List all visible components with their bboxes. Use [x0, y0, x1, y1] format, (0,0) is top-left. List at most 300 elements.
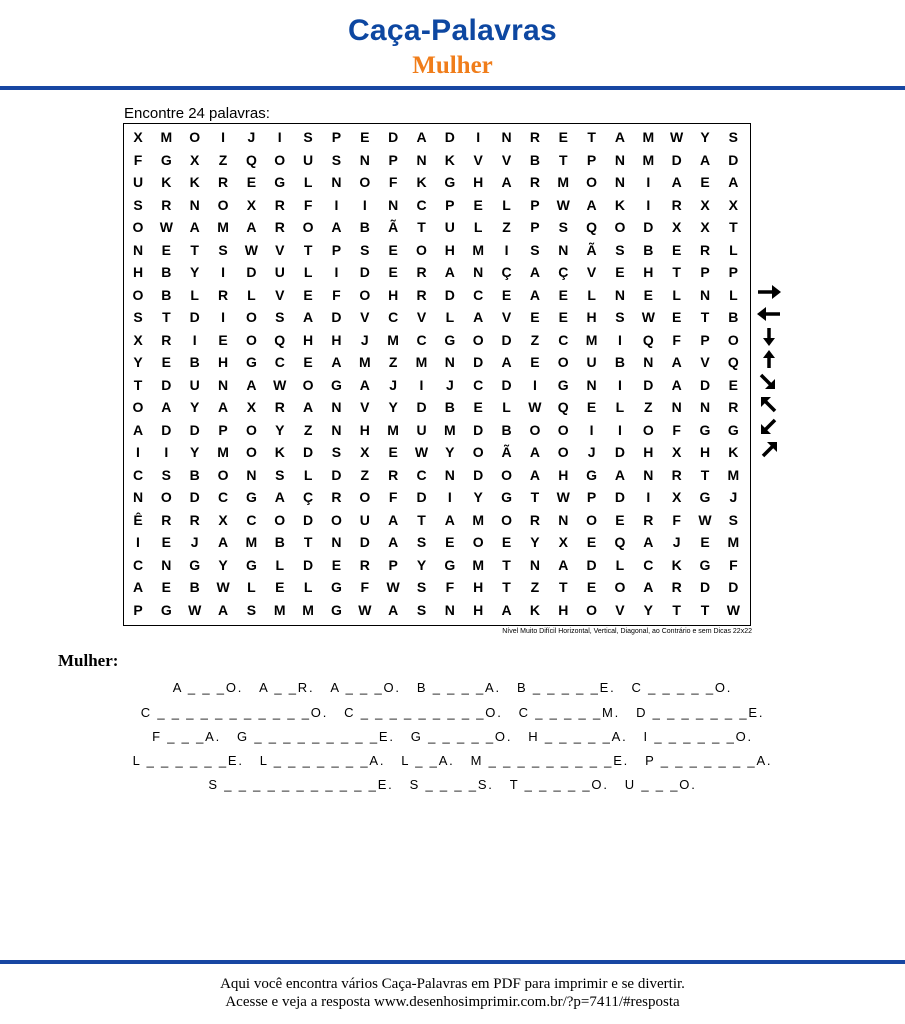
grid-letter: N — [161, 556, 172, 573]
grid-letter: D — [728, 579, 739, 595]
grid-letter: S — [246, 601, 257, 618]
grid-letter: S — [728, 129, 739, 145]
grid-letter: E — [161, 241, 172, 258]
grid-letter: H — [473, 174, 484, 190]
grid-letter: P — [133, 601, 143, 618]
grid-letter: I — [136, 534, 140, 550]
grid-letter: A — [217, 399, 229, 415]
grid-letter: J — [360, 331, 369, 348]
grid-letter: S — [218, 241, 228, 258]
grid-letter: Y — [473, 489, 483, 505]
grid-letter: T — [700, 466, 710, 483]
grid-letter: I — [221, 309, 225, 325]
grid-letter: A — [444, 264, 455, 280]
grid-letter: J — [672, 534, 681, 550]
word-hint: S _ _ _ _ _ _ _ _ _ _ _E. — [208, 777, 394, 792]
grid-letter: L — [502, 399, 511, 415]
grid-letter: M — [472, 556, 485, 573]
grid-letter: G — [330, 601, 342, 618]
grid-letter: D — [501, 376, 512, 393]
word-hint: C _ _ _ _ _ _ _ _ _ _ _O. — [140, 705, 329, 720]
grid-letter: C — [274, 354, 285, 370]
grid-letter: H — [473, 579, 484, 595]
grid-letter: W — [556, 196, 570, 213]
grid-letter: I — [646, 174, 651, 190]
grid-letter: Q — [727, 354, 739, 370]
grid-letter: M — [302, 601, 314, 618]
grid-letter: C — [643, 556, 654, 573]
grid-letter: M — [245, 534, 258, 550]
grid-row — [124, 261, 750, 284]
grid-letter: O — [727, 331, 739, 348]
grid-letter: E — [615, 264, 625, 280]
grid-letter: V — [700, 354, 710, 370]
grid-letter: D — [699, 579, 711, 595]
grid-letter: N — [643, 466, 654, 483]
word-hint-line — [0, 680, 905, 695]
grid-letter: K — [444, 151, 455, 168]
grid-letter: M — [642, 129, 655, 145]
grid-letter: D — [473, 421, 484, 438]
grid-letter: B — [189, 354, 200, 370]
grid-letter: S — [161, 466, 172, 483]
grid-letter: Z — [360, 466, 370, 483]
grid-letter: K — [274, 444, 285, 460]
grid-row — [124, 554, 750, 577]
grid-letter: A — [132, 421, 144, 438]
grid-letter: N — [217, 376, 229, 393]
grid-letter: D — [671, 151, 682, 168]
grid-letter: O — [217, 196, 229, 213]
grid-letter: U — [586, 354, 597, 370]
grid-letter: U — [274, 264, 285, 280]
grid-letter: Z — [530, 331, 540, 348]
grid-letter: A — [303, 399, 314, 415]
footer-line-2: Acesse e veja a resposta www.desenhosimprimir.com.br/?p=7411/#resposta — [225, 994, 680, 1010]
grid-letter: A — [529, 286, 540, 303]
grid-letter: V — [501, 309, 512, 325]
grid-letter: O — [132, 286, 144, 303]
grid-letter: S — [303, 129, 313, 145]
grid-letter: W — [244, 241, 258, 258]
grid-letter: P — [331, 129, 342, 145]
grid-letter: I — [221, 129, 225, 145]
grid-letter: G — [699, 489, 711, 505]
grid-letter: L — [303, 174, 313, 190]
grid-letter: I — [334, 264, 339, 280]
grid-letter: L — [672, 286, 681, 303]
grid-letter: F — [133, 151, 143, 168]
grid-letter: S — [133, 309, 143, 325]
grid-letter: O — [557, 444, 569, 460]
grid-letter: A — [444, 511, 455, 528]
grid-letter: N — [586, 376, 597, 393]
grid-letter: C — [416, 466, 427, 483]
grid-letter: F — [388, 489, 398, 505]
grid-letter: O — [501, 511, 512, 528]
grid-letter: A — [217, 534, 229, 550]
grid-letter: D — [303, 444, 314, 460]
grid-letter: J — [729, 489, 738, 505]
grid-letter: A — [671, 174, 682, 190]
grid-letter: N — [501, 129, 512, 145]
grid-letter: H — [699, 444, 711, 460]
grid-letter: G — [501, 489, 512, 505]
grid-letter: I — [532, 376, 537, 393]
grid-letter: O — [359, 174, 371, 190]
grid-letter: W — [159, 219, 173, 235]
grid-letter: N — [444, 354, 455, 370]
grid-letter: B — [161, 286, 172, 303]
grid-letter: E — [246, 174, 257, 190]
grid-letter: B — [189, 579, 200, 595]
grid-letter: N — [331, 534, 342, 550]
grid-letter: T — [162, 309, 171, 325]
grid-letter: C — [132, 466, 144, 483]
grid-letter: P — [586, 489, 597, 505]
grid-letter: A — [501, 601, 512, 618]
grid-letter: R — [529, 129, 540, 145]
grid-letter: D — [303, 511, 314, 528]
grid-letter: G — [330, 579, 342, 595]
grid-letter: A — [529, 444, 540, 460]
word-hint: A _ _R. — [259, 680, 315, 695]
grid-letter: L — [303, 466, 313, 483]
grid-letter: D — [189, 489, 200, 505]
grid-letter: N — [444, 601, 455, 618]
grid-letter: F — [388, 174, 398, 190]
grid-letter: I — [646, 196, 651, 213]
grid-letter: Ã — [586, 241, 597, 258]
grid-letter: O — [614, 219, 626, 235]
grid-letter: F — [445, 579, 455, 595]
grid-letter: R — [161, 511, 172, 528]
grid-letter: T — [672, 601, 681, 618]
grid-letter: M — [217, 219, 229, 235]
grid-letter: G — [189, 556, 201, 573]
word-hint: L _ _A. — [401, 753, 455, 768]
grid-letter: N — [614, 151, 625, 168]
arrow-down-right-icon — [756, 372, 782, 392]
grid-letter: S — [331, 444, 342, 460]
grid-letter: S — [615, 241, 625, 258]
grid-letter: A — [728, 174, 739, 190]
grid-letter: P — [530, 196, 540, 213]
grid-letter: D — [728, 151, 739, 168]
grid-letter: E — [445, 534, 455, 550]
grid-letter: O — [557, 421, 569, 438]
word-hint: D _ _ _ _ _ _ _E. — [636, 705, 765, 720]
grid-letter: R — [161, 331, 172, 348]
grid-letter: K — [728, 444, 739, 460]
grid-letter: A — [388, 534, 399, 550]
grid-letter: L — [190, 286, 199, 303]
grid-letter: W — [556, 489, 570, 505]
grid-letter: X — [246, 196, 257, 213]
grid-letter: G — [274, 174, 286, 190]
grid-letter: E — [558, 309, 568, 325]
grid-letter: X — [558, 534, 568, 550]
grid-letter: V — [360, 399, 370, 415]
grid-letter: K — [614, 196, 625, 213]
grid-letter: O — [359, 286, 371, 303]
grid-letter: C — [388, 309, 399, 325]
grid-letter: W — [216, 579, 230, 595]
grid-letter: R — [671, 466, 682, 483]
grid-letter: O — [217, 466, 229, 483]
grid-letter: N — [331, 399, 342, 415]
grid-letter: A — [643, 579, 654, 595]
grid-letter: C — [246, 511, 257, 528]
grid-letter: A — [246, 219, 257, 235]
grid-letter: I — [419, 376, 424, 393]
grid-letter: O — [302, 376, 314, 393]
difficulty-note: Nível Muito Difícil Horizontal, Vertical, Diagonal, ao Contrário e sem Dicas 22x22 — [502, 628, 752, 635]
word-hint: T _ _ _ _ _O. — [509, 777, 609, 792]
grid-letter: O — [642, 421, 654, 438]
grid-letter: R — [331, 489, 342, 505]
grid-letter: I — [221, 264, 225, 280]
grid-letter: C — [473, 286, 484, 303]
word-hint: S _ _ _ _S. — [409, 777, 494, 792]
grid-letter: A — [161, 399, 172, 415]
grid-letter: T — [530, 489, 540, 505]
grid-letter: D — [473, 466, 484, 483]
grid-letter: N — [614, 174, 625, 190]
grid-letter: I — [136, 444, 140, 460]
grid-letter: A — [529, 264, 540, 280]
grid-letter: L — [303, 264, 313, 280]
grid-letter: E — [700, 534, 710, 550]
grid-letter: N — [189, 196, 200, 213]
grid-letter: A — [388, 511, 399, 528]
grid-letter: L — [303, 579, 313, 595]
grid-letter: R — [274, 196, 285, 213]
grid-letter: M — [444, 421, 456, 438]
grid-letter: D — [359, 534, 370, 550]
grid-letter: D — [416, 399, 427, 415]
grid-letter: T — [502, 579, 511, 595]
grid-letter: B — [643, 241, 654, 258]
grid-letter: M — [472, 511, 485, 528]
grid-letter: O — [160, 489, 172, 505]
grid-letter: D — [444, 286, 455, 303]
grid-letter: R — [416, 264, 427, 280]
grid-letter: N — [699, 399, 711, 415]
grid-letter: X — [246, 399, 257, 415]
grid-letter: Y — [700, 129, 710, 145]
grid-letter: M — [727, 466, 740, 483]
grid-letter: E — [218, 331, 228, 348]
grid-letter: A — [501, 354, 512, 370]
grid-letter: V — [473, 151, 483, 168]
grid-letter: H — [359, 421, 370, 438]
grid-letter: E — [331, 556, 342, 573]
grid-letter: B — [274, 534, 285, 550]
grid-letter: G — [557, 376, 569, 393]
grid-letter: E — [530, 309, 540, 325]
grid-letter: N — [614, 286, 625, 303]
grid-letter: D — [331, 466, 342, 483]
grid-letter: L — [445, 309, 455, 325]
grid-letter: H — [217, 354, 229, 370]
grid-letter: Y — [643, 601, 653, 618]
grid-letter: H — [558, 601, 569, 618]
grid-letter: T — [558, 151, 568, 168]
grid-letter: X — [133, 331, 143, 348]
word-hint: B _ _ _ _ _E. — [516, 680, 616, 695]
word-hint: A _ _ _O. — [330, 680, 401, 695]
grid-letter: A — [416, 129, 427, 145]
grid-letter: Ã — [501, 444, 512, 460]
grid-letter: X — [671, 444, 682, 460]
grid-letter: A — [359, 376, 370, 393]
grid-letter: W — [528, 399, 542, 415]
grid-letter: N — [246, 466, 257, 483]
grid-row — [124, 374, 750, 397]
grid-letter: O — [586, 601, 598, 618]
grid-letter: Y — [275, 421, 285, 438]
word-hint-line — [0, 777, 905, 792]
grid-letter: M — [727, 534, 740, 550]
grid-letter: L — [587, 286, 596, 303]
grid-letter: B — [614, 354, 625, 370]
grid-letter: V — [360, 309, 370, 325]
grid-letter: A — [671, 376, 682, 393]
grid-letter: T — [303, 241, 313, 258]
grid-letter: Ç — [558, 264, 569, 280]
grid-letter: D — [331, 309, 342, 325]
grid-letter: E — [161, 354, 172, 370]
grid-letter: D — [303, 556, 314, 573]
grid-letter: T — [587, 129, 596, 145]
grid-letter: S — [416, 534, 427, 550]
grid-row — [124, 329, 750, 352]
grid-letter: O — [614, 579, 626, 595]
grid-letter: K — [671, 556, 682, 573]
grid-letter: B — [728, 309, 739, 325]
grid-letter: P — [700, 264, 710, 280]
grid-letter: F — [303, 196, 313, 213]
grid-letter: N — [558, 241, 569, 258]
grid-letter: N — [416, 151, 427, 168]
grid-letter: E — [586, 534, 597, 550]
grid-letter: R — [274, 399, 285, 415]
grid-letter: R — [671, 579, 682, 595]
grid-letter: O — [132, 399, 144, 415]
grid-letter: M — [557, 174, 570, 190]
grid-letter: S — [416, 601, 427, 618]
bottom-divider — [0, 960, 905, 964]
grid-letter: U — [359, 511, 370, 528]
grid-letter: E — [303, 286, 313, 303]
grid-letter: S — [331, 151, 342, 168]
word-hint: U _ _ _O. — [624, 777, 697, 792]
grid-letter: I — [504, 241, 509, 258]
grid-letter: L — [729, 241, 738, 258]
grid-letter: S — [615, 309, 625, 325]
grid-letter: D — [246, 264, 257, 280]
grid-letter: W — [414, 444, 429, 460]
grid-letter: D — [189, 309, 200, 325]
grid-letter: E — [671, 309, 682, 325]
grid-letter: I — [164, 444, 169, 460]
grid-letter: H — [558, 466, 569, 483]
grid-letter: N — [132, 489, 144, 505]
grid-letter: Z — [303, 421, 313, 438]
grid-letter: A — [132, 579, 144, 595]
grid-letter: T — [700, 309, 710, 325]
grid-letter: Y — [133, 354, 143, 370]
grid-letter: V — [501, 151, 512, 168]
grid-letter: C — [217, 489, 229, 505]
grid-letter: Ç — [303, 489, 314, 505]
grid-letter: E — [700, 174, 710, 190]
grid-letter: D — [614, 489, 625, 505]
grid-letter: O — [245, 309, 257, 325]
grid-letter: Z — [644, 399, 653, 415]
word-hint: G _ _ _ _ _ _ _ _ _E. — [237, 729, 395, 744]
grid-letter: H — [643, 264, 654, 280]
grid-letter: Q — [557, 399, 569, 415]
word-hint: A _ _ _O. — [172, 680, 244, 695]
grid-letter: A — [614, 466, 625, 483]
grid-letter: E — [671, 241, 682, 258]
grid-letter: H — [643, 444, 654, 460]
grid-letter: Y — [445, 444, 455, 460]
grid-letter: Y — [190, 444, 200, 460]
grid-letter: Q — [614, 534, 626, 550]
puzzle-instruction: Encontre 24 palavras: — [124, 105, 270, 122]
grid-letter: T — [133, 376, 143, 393]
grid-letter: D — [359, 264, 370, 280]
grid-row — [124, 396, 750, 419]
grid-letter: D — [501, 331, 512, 348]
grid-letter: T — [672, 264, 681, 280]
page-title: Caça-Palavras — [347, 14, 558, 47]
grid-letter: S — [416, 579, 427, 595]
word-hint: F _ _ _A. — [152, 729, 222, 744]
grid-letter: L — [502, 196, 511, 213]
grid-letter: V — [275, 241, 285, 258]
grid-letter: O — [501, 466, 512, 483]
grid-letter: E — [303, 354, 313, 370]
grid-letter: W — [698, 511, 712, 528]
grid-letter: V — [275, 286, 285, 303]
grid-letter: B — [529, 151, 540, 168]
grid-letter: I — [646, 489, 651, 505]
grid-letter: E — [558, 286, 568, 303]
grid-letter: S — [133, 196, 143, 213]
grid-letter: D — [699, 376, 711, 393]
grid-letter: B — [444, 399, 455, 415]
grid-letter: F — [332, 286, 341, 303]
grid-row — [124, 441, 750, 464]
grid-letter: L — [473, 219, 483, 235]
grid-row — [124, 509, 750, 532]
grid-letter: P — [586, 151, 597, 168]
grid-letter: E — [558, 129, 568, 145]
grid-letter: E — [728, 376, 739, 393]
grid-letter: O — [330, 511, 342, 528]
grid-letter: H — [388, 286, 399, 303]
grid-letter: N — [671, 399, 682, 415]
grid-letter: O — [302, 219, 314, 235]
grid-letter: D — [161, 421, 172, 438]
word-hint: P _ _ _ _ _ _ _A. — [645, 753, 773, 768]
grid-letter: U — [189, 376, 200, 393]
grid-row — [124, 464, 750, 487]
